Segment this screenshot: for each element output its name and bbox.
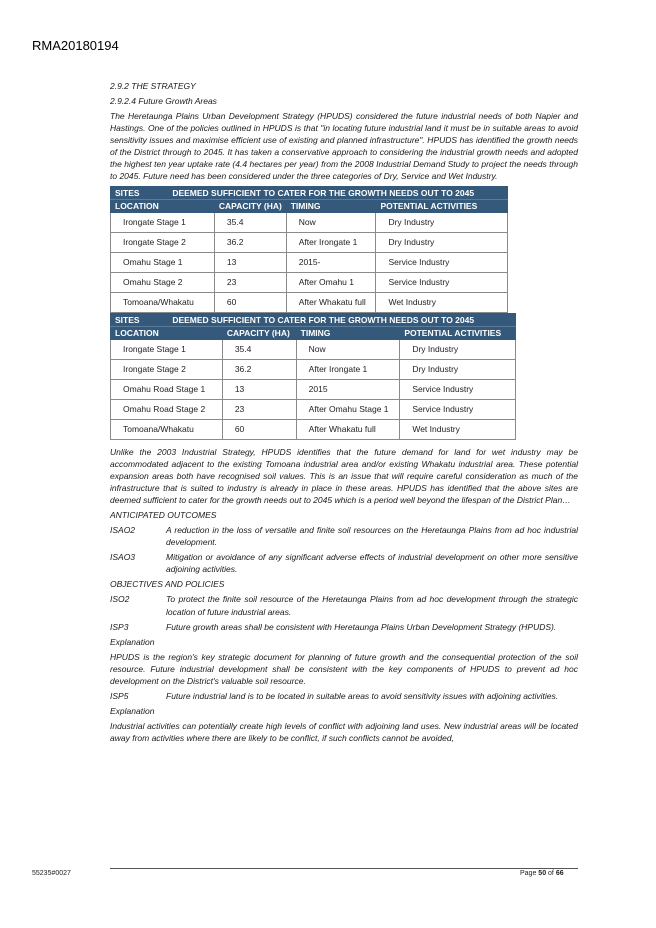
table-title-sites: SITES	[115, 314, 140, 325]
table-cell: Service Industry	[376, 272, 508, 292]
table-row	[111, 212, 508, 232]
column-header: TIMING	[296, 326, 400, 339]
objective-text: To protect the finite soil resource of the Heretaunga Plains from ad hoc development through the strategic location of future industrial areas.	[166, 594, 578, 617]
table-cell: Service Industry	[400, 379, 516, 399]
document-reference: RMA20180194	[32, 38, 119, 53]
table-cell: Irongate Stage 1	[111, 339, 223, 359]
table-cell: Wet Industry	[400, 419, 516, 439]
table-cell: Omahu Stage 2	[111, 272, 215, 292]
anticipated-outcomes-heading: ANTICIPATED OUTCOMES	[110, 510, 217, 521]
objectives-heading: OBJECTIVES AND POLICIES	[110, 579, 225, 590]
table-cell: After Irongate 1	[296, 359, 400, 379]
table-cell: Omahu Stage 1	[111, 252, 215, 272]
policy-item	[110, 690, 578, 702]
table-cell: Omahu Road Stage 1	[111, 379, 223, 399]
outcome-item	[110, 551, 578, 575]
objective-code: ISO2	[110, 594, 130, 605]
table-title	[111, 186, 508, 199]
table-cell: 60	[214, 292, 286, 312]
table-row	[111, 272, 508, 292]
table-title-row	[111, 186, 508, 199]
explanation-label: Explanation	[110, 636, 155, 647]
policy-code: ISP5	[110, 690, 129, 701]
paragraph-after-tables: Unlike the 2003 Industrial Strategy, HPUDS identifies that the future demand for land for wet industry may be accommodated adjacent to the existing Tomoana industrial area and/or existing Whakatu industrial area. These potential expansion areas both have recognised soil values. This is an issue that will require careful consideration as much of the infrastructure that is suited to industry is already in place in these areas. HPUDS has identified that the above sites are deemed sufficient to cater for the growth needs out to 2045 which is a period well beyond the lifespan of the District Plan…	[110, 446, 578, 505]
section-heading: 2.9.2 THE STRATEGY	[110, 81, 196, 91]
table-cell: 35.4	[214, 212, 286, 232]
table-title-rest: DEEMED SUFFICIENT TO CATER FOR THE GROWTH NEEDS OUT TO 2045	[172, 314, 475, 325]
table-row	[111, 399, 516, 419]
table-cell: Dry Industry	[400, 339, 516, 359]
table-row	[111, 232, 508, 252]
objective-code: ISP3	[110, 621, 129, 632]
table-cell: Service Industry	[376, 252, 508, 272]
outcome-text: A reduction in the loss of versatile and finite soil resources on the Heretaunga Plains from ad hoc industrial development.	[166, 525, 578, 548]
column-header: LOCATION	[111, 199, 215, 212]
table-cell: 36.2	[222, 359, 296, 379]
table-cell: 60	[222, 419, 296, 439]
table-cell: 2015-	[286, 252, 376, 272]
table-cell: Irongate Stage 1	[111, 212, 215, 232]
column-header: LOCATION	[111, 326, 223, 339]
column-header: POTENTIAL ACTIVITIES	[400, 326, 516, 339]
table-title	[111, 313, 516, 326]
table-row	[111, 359, 516, 379]
table-row	[111, 339, 516, 359]
table-cell: After Whakatu full	[286, 292, 376, 312]
page-prefix: Page	[520, 870, 539, 877]
outcome-text: Mitigation or avoidance of any significant adverse effects of industrial development on other more sensitive adjoining activities.	[166, 552, 578, 575]
table-title-row	[111, 313, 516, 326]
table-cell: Irongate Stage 2	[111, 359, 223, 379]
table-cell: Omahu Road Stage 2	[111, 399, 223, 419]
objective-text: Future growth areas shall be consistent with Heretaunga Plains Urban Development Strategy (HPUDS).	[166, 621, 557, 632]
table-row	[111, 419, 516, 439]
table-cell: Now	[296, 339, 400, 359]
sites-table-2	[110, 313, 516, 440]
table-cell: After Omahu Stage 1	[296, 399, 400, 419]
table-cell: After Whakatu full	[296, 419, 400, 439]
outcome-code: ISAO3	[110, 552, 136, 563]
table-cell: Irongate Stage 2	[111, 232, 215, 252]
table-cell: 35.4	[222, 339, 296, 359]
table-cell: Tomoana/Whakatu	[111, 292, 215, 312]
table-header-row	[111, 326, 516, 339]
table-title-sites: SITES	[115, 187, 140, 198]
page-current: 50	[538, 870, 547, 877]
table-header-row	[111, 199, 508, 212]
table-title-rest: DEEMED SUFFICIENT TO CATER FOR THE GROWTH NEEDS OUT TO 2045	[172, 187, 475, 198]
explanation-label: Explanation	[110, 705, 155, 716]
column-header: POTENTIAL ACTIVITIES	[376, 199, 508, 212]
column-header: CAPACITY (HA)	[214, 199, 286, 212]
table-cell: Dry Industry	[376, 212, 508, 232]
explanation-text: HPUDS is the region's key strategic document for planning of future growth and the consequential protection of the soil resource. Future industrial development shall be consistent with the key components of HPUDS to prevent ad hoc development on the District's valuable soil resource.	[110, 651, 578, 686]
table-cell: 36.2	[214, 232, 286, 252]
footer-doc-number: 55235#0027	[32, 870, 71, 877]
table-cell: After Irongate 1	[286, 232, 376, 252]
table-row	[111, 292, 508, 312]
table-cell: After Omahu 1	[286, 272, 376, 292]
footer-page-number	[520, 870, 564, 877]
table-cell: Now	[286, 212, 376, 232]
table-cell: 13	[214, 252, 286, 272]
column-header: TIMING	[286, 199, 376, 212]
table-cell: 2015	[296, 379, 400, 399]
table-cell: Dry Industry	[376, 232, 508, 252]
table-cell: 23	[222, 399, 296, 419]
objective-item	[110, 621, 578, 633]
page-of: of	[546, 870, 556, 877]
outcome-code: ISAO2	[110, 525, 136, 536]
explanation-text: Industrial activities can potentially create high levels of conflict with adjoining land uses. New industrial areas will be located away from activities where there are likely to be conflict, if such conflicts cannot be avoided,	[110, 721, 578, 744]
table-row	[111, 252, 508, 272]
table-row	[111, 379, 516, 399]
page-content	[110, 80, 578, 747]
table-cell: 23	[214, 272, 286, 292]
table-cell: Wet Industry	[376, 292, 508, 312]
intro-paragraph: The Heretaunga Plains Urban Development Strategy (HPUDS) considered the future industrial needs of both Napier and Hastings. One of the policies outlined in HPUDS is that "in locating future industrial land it must be in suitable areas to avoid sensitivity issues and maximise efficient use of existing and planned infrastructure". HPUDS has identified the growth needs of the District through to 2045. It has taken a conservative approach to considering the industrial growth needs and adopted the highest ten year uptake rate (4.4 hectares per year) from the 2008 Industrial Demand Study to project the needs through to 2045. Future need has been considered under the three categories of Dry, Service and Wet Industry.	[110, 111, 578, 182]
subsection-heading: 2.9.2.4 Future Growth Areas	[110, 96, 217, 107]
table-cell: Service Industry	[400, 399, 516, 419]
column-header: CAPACITY (HA)	[222, 326, 296, 339]
table-cell: 13	[222, 379, 296, 399]
table-cell: Tomoana/Whakatu	[111, 419, 223, 439]
page-total: 66	[555, 870, 564, 877]
footer-divider	[110, 868, 578, 869]
outcome-item	[110, 524, 578, 548]
objective-item	[110, 593, 578, 617]
table-cell: Dry Industry	[400, 359, 516, 379]
sites-table-1	[110, 186, 508, 313]
policy-text: Future industrial land is to be located in suitable areas to avoid sensitivity issues with adjoining activities.	[166, 690, 559, 701]
